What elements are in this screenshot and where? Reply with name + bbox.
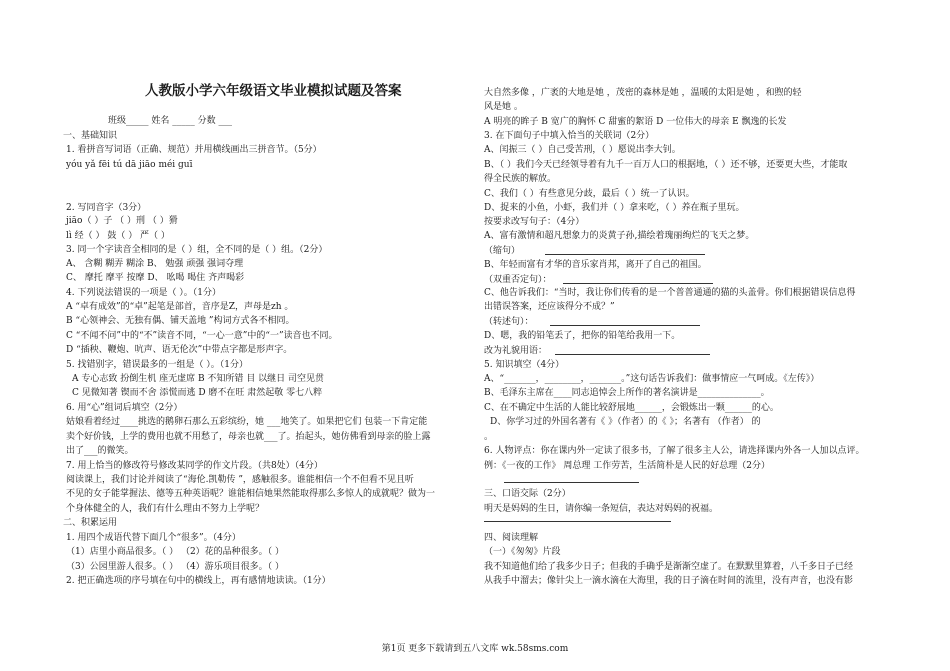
right-line: D、捉来的小鱼，小虾，我们并（ ）拿来吃，（ ）养在瓶子里玩。 [484, 203, 745, 213]
right-line: 6. 人物评点：你在课内外一定读了很多书，了解了很多主人公，请选择课内外各一人加以点评。 [484, 446, 865, 456]
left-line: 不见的女子能掌握法、德等五种英语呢？谁能相信她果然能取得那么多惊人的成就呢？做为一 [66, 489, 436, 499]
right-line: A、闰振三（ ）自己受苦刑，（ ）愿说出李大钊。 [484, 145, 681, 155]
left-line: 6. 用“心”组词后填空（2分） [66, 403, 183, 413]
left-line: 一、基础知识 [63, 131, 118, 141]
answer-line [484, 521, 671, 522]
right-line: 5. 知识填空（4分） [484, 360, 565, 370]
right-line: A、富有激情和超凡想象力的炎黄子孙,描绘着瑰丽绚烂的飞天之梦。 [484, 231, 755, 241]
left-line: 阅读课上，我们讨论并阅读了“海伦.凯勒传 ”，感触很多。谁能相信一个不但看不见且听 [66, 475, 414, 485]
right-line: 按要求改写句子：（4分） [484, 217, 585, 227]
answer-line [563, 283, 713, 284]
right-line: 明天是妈妈的生日，请你编一条短信，表达对妈妈的祝福。 [484, 504, 719, 514]
right-line: （转述句）： [484, 317, 534, 327]
left-line: A “卓有成效”的“卓”起笔是部首，音序是Z，声母是zh 。 [66, 302, 294, 312]
left-line: 2. 写同音字（3分） [66, 203, 147, 213]
left-line: C、 摩托 摩平 按摩 D、 吆喝 喝住 齐声喝彩 [66, 273, 245, 283]
page-footer: 第1页 更多下载请到五八文库 wk.58sms.com [381, 644, 569, 654]
answer-line [545, 254, 705, 255]
right-line: （双重否定句）： [484, 275, 552, 285]
right-line: 风是她 。 [484, 102, 523, 112]
right-line: 三、口语交际（2分） [484, 489, 571, 499]
right-line: C、他告诉我们：“当时，我让你们传看的是一个普普通通的猫的头盖骨。你们根据错误信息得 [484, 288, 856, 298]
left-line: C “不闻不问”中的“不”读音不同，“一心一意”中的“一”读音也不同。 [66, 331, 338, 341]
right-line: C、我们（ ）有些意见分歧，最后（ ）统一了认识。 [484, 189, 695, 199]
left-line: （1）店里小商品很多。（ ） （2）花的品种很多。（ ） [66, 547, 285, 557]
left-line: A、 含糊 糊弄 糊涂 B、 勉强 顽强 强词夺理 [66, 259, 244, 269]
left-line: C 见微知著 锲而不舍 添慌而逃 D 磨不在旺 肃然起敬 零七八粹 [72, 388, 323, 398]
right-line: D、嗯，我的铅笔丢了，把你的铅笔给我用一下。 [484, 331, 681, 341]
left-line: lì 经（ ） 鼓（ ） 严（ ） [66, 231, 170, 241]
left-line: 2. 把正确选项的序号填在句中的横线上，再有感情地读读。（1分） [66, 576, 331, 586]
right-line: 。 [484, 432, 494, 442]
left-line: （3）公园里游人很多。（ ） （4）游乐项目很多。（ ） [66, 562, 285, 572]
right-line: A、“_______，________，_______。”这句话告诉我们：做事情应一气呵成。《左传》） [484, 374, 820, 384]
right-line: 3. 在下面句子中填入恰当的关联词（2分） [484, 131, 655, 141]
right-line: 我不知道他们给了我多少日子；但我的手确乎是渐渐空虚了。在默默里算着，八千多日子已经 [484, 562, 854, 572]
right-line: 出错误答案，还应该得分不成？” [484, 302, 615, 312]
right-line: （缩句） [484, 246, 521, 256]
right-line: D、你学习过的外国名著有《 》（作者）的《 》；名著有 （作者） 的 [490, 417, 761, 427]
left-line: jiāo（ ）子 （ ）刑 （ ）猾 [66, 216, 178, 226]
left-line: 人教版小学六年级语文毕业模拟试题及答案 [145, 83, 402, 99]
left-line: 1. 看拼音写词语（正确、规范）并用横线画出三拼音节。（5分） [66, 145, 322, 155]
right-line: B、年轻而富有才华的音乐家肖邦，离开了自己的祖国。 [484, 260, 707, 270]
right-line: C、在不确定中生活的人能比较舒展地______，会锻炼出一颗______的心。 [484, 403, 779, 413]
left-line: 姑娘看着经过____挑选的鹅卵石那么五彩缤纷，她 ___地笑了。如果把它们 包装一下肯定能 [66, 417, 428, 427]
answer-line [555, 354, 710, 355]
right-line: 得全民族的解放。 [484, 174, 557, 184]
right-line: 从我手中溜去；像针尖上一滴水滴在大海里，我的日子滴在时间的流里，没有声音，也没有影 [484, 576, 854, 586]
right-line: 例：《一夜的工作》 周总理 工作劳苦，生活简朴是人民的好总理（2分） [484, 461, 770, 471]
right-line: 四、阅读理解 [484, 533, 539, 543]
right-line: B、毛泽东主席在____同志追悼会上所作的著名演讲是______________。 [484, 388, 770, 398]
left-line: 班级_____ 姓名 _____ 分数 ___ [108, 116, 232, 126]
right-line: （一）《匆匆》片段 [484, 547, 561, 557]
left-line: 出了___的微笑。 [66, 446, 134, 456]
answer-line [504, 482, 639, 483]
right-line: B、（ ）我们今天已经领导着有九千一百万人口的根据地，（ ）还不够，还要更大些，才能取 [484, 160, 848, 170]
right-line: 大自然多像 ，广袤的大地是她 ，茂密的森林是她 ，温暖的太阳是她 ，和煦的轻 [484, 88, 802, 98]
left-line: 5. 找错别字，错误最多的一组是（ ）。（1分） [66, 360, 249, 370]
left-line: 二、积累运用 [63, 518, 118, 528]
answer-line [550, 325, 700, 326]
left-line: A 专心志致 扮倒生机 座无虚席 B 不知所错 目 以继日 司空见贯 [72, 374, 325, 384]
right-line: A 明亮的眸子 B 宽广的胸怀 C 甜蜜的絮语 D 一位伟大的母亲 E 飘逸的长发 [484, 117, 787, 127]
left-line: 个身体健全的人，我们有什么理由不努力上学呢？ [66, 504, 265, 514]
left-line: 4. 下列说法错误的一项是（ ）。（1分） [66, 288, 222, 298]
left-line: yóu yǎ fēi tú dā jiāo méi guī [66, 160, 193, 170]
left-line: B “心领神会、无独有偶、铺天盖地 ”构词方式各不相同。 [66, 316, 295, 326]
left-line: 7. 用上恰当的修改符号修改某同学的作文片段。（共8处）（4分） [66, 461, 323, 471]
left-line: 卖个好价钱，上学的费用也就不用愁了，母亲也就___了。抬起头，她仿佛看到母亲的脸上露 [66, 432, 431, 442]
left-line: D “插秧、鞭炮、吭声、语无伦次”中带点字都是形声字。 [66, 345, 293, 355]
left-line: 3. 同一个字读音全相同的是（ ）组，全不同的是（ ）组。（2分） [66, 245, 328, 255]
right-line: 改为礼貌用语： [484, 346, 548, 356]
left-line: 1. 用四个成语代替下面几个“很多”。（4分） [66, 533, 241, 543]
